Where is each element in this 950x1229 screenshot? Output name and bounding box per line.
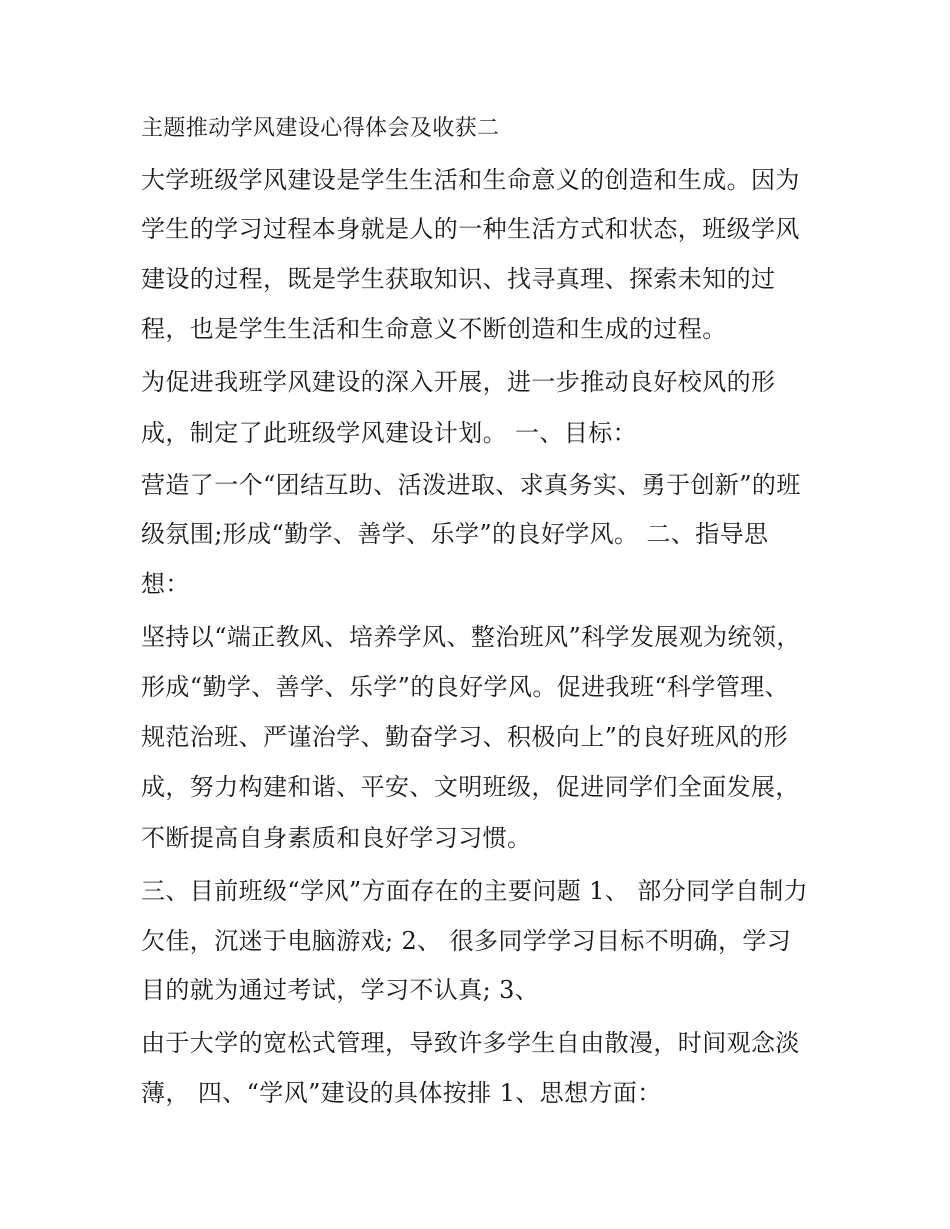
text-line: 营造了一个“团结互助、活泼进取、求真务实、勇于创新”的班 — [141, 471, 801, 499]
text-line: 学生的学习过程本身就是人的一种生活方式和状态，班级学风 — [141, 215, 800, 243]
text-line: 欠佳，沉迷于电脑游戏; 2、 很多同学学习目标不明确，学习 — [141, 927, 792, 955]
text-line: 建设的过程，既是学生获取知识、找寻真理、探索未知的过 — [141, 265, 776, 293]
text-line: 想： — [141, 570, 190, 598]
text-line: 薄， 四、“学风”建设的具体按排 1、思想方面： — [141, 1079, 662, 1107]
text-line: 目的就为通过考试，学习不认真; 3、 — [141, 976, 540, 1004]
text-line: 三、目前班级“学风”方面存在的主要问题 1、 部分同学自制力 — [141, 877, 809, 905]
text-line: 成，制定了此班级学风建设计划。 一、目标： — [141, 419, 638, 447]
text-line: 规范治班、严谨治学、勤奋学习、积极向上”的良好班风的形 — [141, 723, 789, 751]
text-line: 级氛围;形成“勤学、善学、乐学”的良好学风。 二、指导思 — [141, 520, 769, 548]
text-line: 不断提高自身素质和良好学习习惯。 — [141, 824, 532, 852]
text-line: 为促进我班学风建设的深入开展，进一步推动良好校风的形 — [141, 368, 776, 396]
text-line: 坚持以“端正教风、培养学风、整治班风”科学发展观为统领， — [141, 623, 801, 651]
text-line: 由于大学的宽松式管理，导致许多学生自由散漫，时间观念淡 — [141, 1029, 800, 1057]
text-line: 程，也是学生生活和生命意义不断创造和生成的过程。 — [141, 315, 727, 343]
text-line: 成，努力构建和谐、平安、文明班级，促进同学们全面发展， — [141, 773, 800, 801]
text-line: 大学班级学风建设是学生生活和生命意义的创造和生成。因为 — [141, 166, 800, 194]
document-title: 主题推动学风建设心得体会及收获二 — [141, 116, 500, 141]
text-line: 形成“勤学、善学、乐学”的良好学风。促进我班“科学管理、 — [141, 673, 790, 701]
